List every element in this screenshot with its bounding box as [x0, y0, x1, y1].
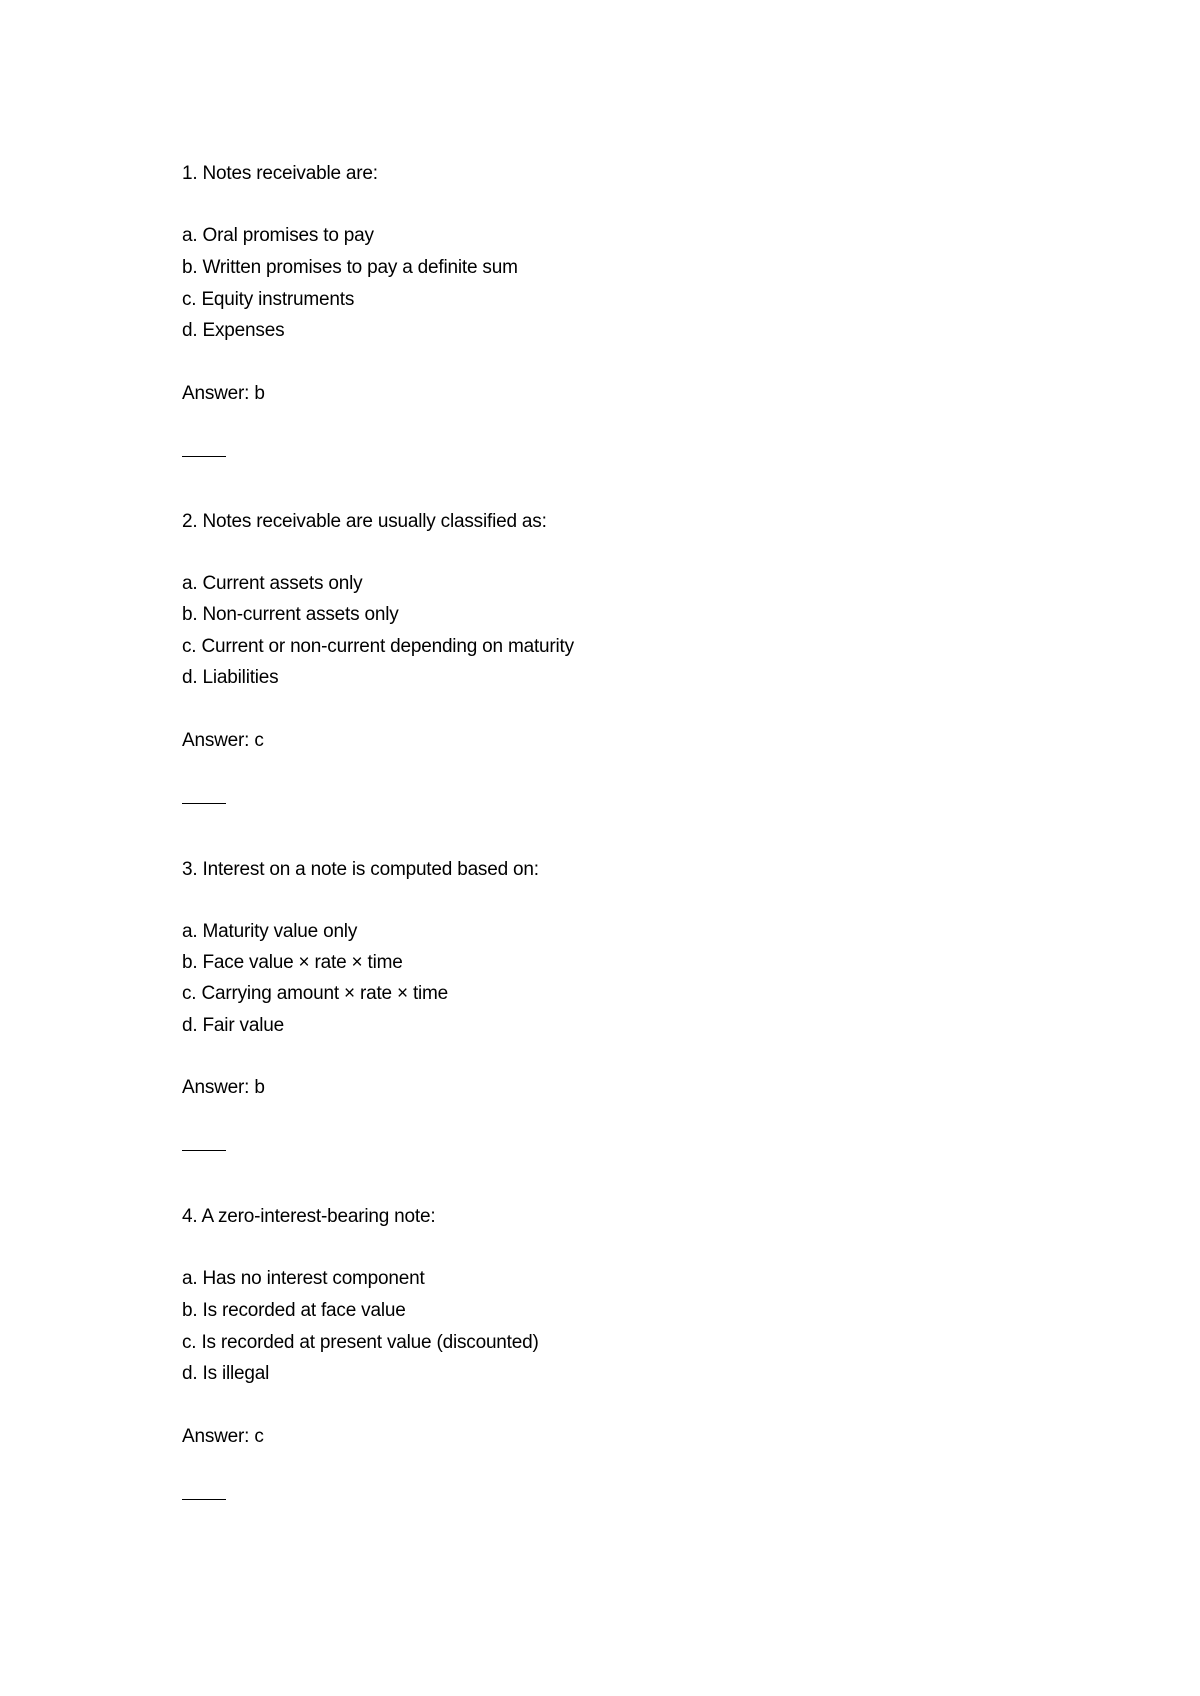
question-stem: 1. Notes receivable are: [182, 163, 378, 184]
option-a: a. Maturity value only [182, 921, 358, 942]
option-d: d. Is illegal [182, 1363, 270, 1384]
option-b: b. Is recorded at face value [182, 1300, 406, 1321]
option-c: c. Carrying amount × rate × time [182, 983, 449, 1004]
option-c: c. Current or non-current depending on maturity [182, 636, 574, 657]
question-stem: 2. Notes receivable are usually classified as: [182, 511, 547, 532]
option-d: d. Fair value [182, 1015, 284, 1036]
option-a: a. Has no interest component [182, 1268, 425, 1289]
answer-text: Answer: c [182, 730, 264, 751]
option-d: d. Liabilities [182, 667, 279, 688]
question-stem: 3. Interest on a note is computed based on: [182, 859, 539, 880]
option-b: b. Written promises to pay a definite sum [182, 257, 518, 278]
question-separator [182, 456, 226, 457]
option-a: a. Oral promises to pay [182, 225, 374, 246]
answer-text: Answer: b [182, 1077, 265, 1098]
option-b: b. Face value × rate × time [182, 952, 403, 973]
answer-text: Answer: c [182, 1426, 264, 1447]
option-c: c. Equity instruments [182, 289, 355, 310]
option-b: b. Non-current assets only [182, 604, 399, 625]
option-c: c. Is recorded at present value (discounted) [182, 1332, 539, 1353]
question-stem: 4. A zero-interest-bearing note: [182, 1206, 436, 1227]
option-a: a. Current assets only [182, 573, 363, 594]
question-separator [182, 803, 226, 804]
answer-text: Answer: b [182, 383, 265, 404]
option-d: d. Expenses [182, 320, 285, 341]
question-separator [182, 1150, 226, 1151]
question-separator [182, 1499, 226, 1500]
